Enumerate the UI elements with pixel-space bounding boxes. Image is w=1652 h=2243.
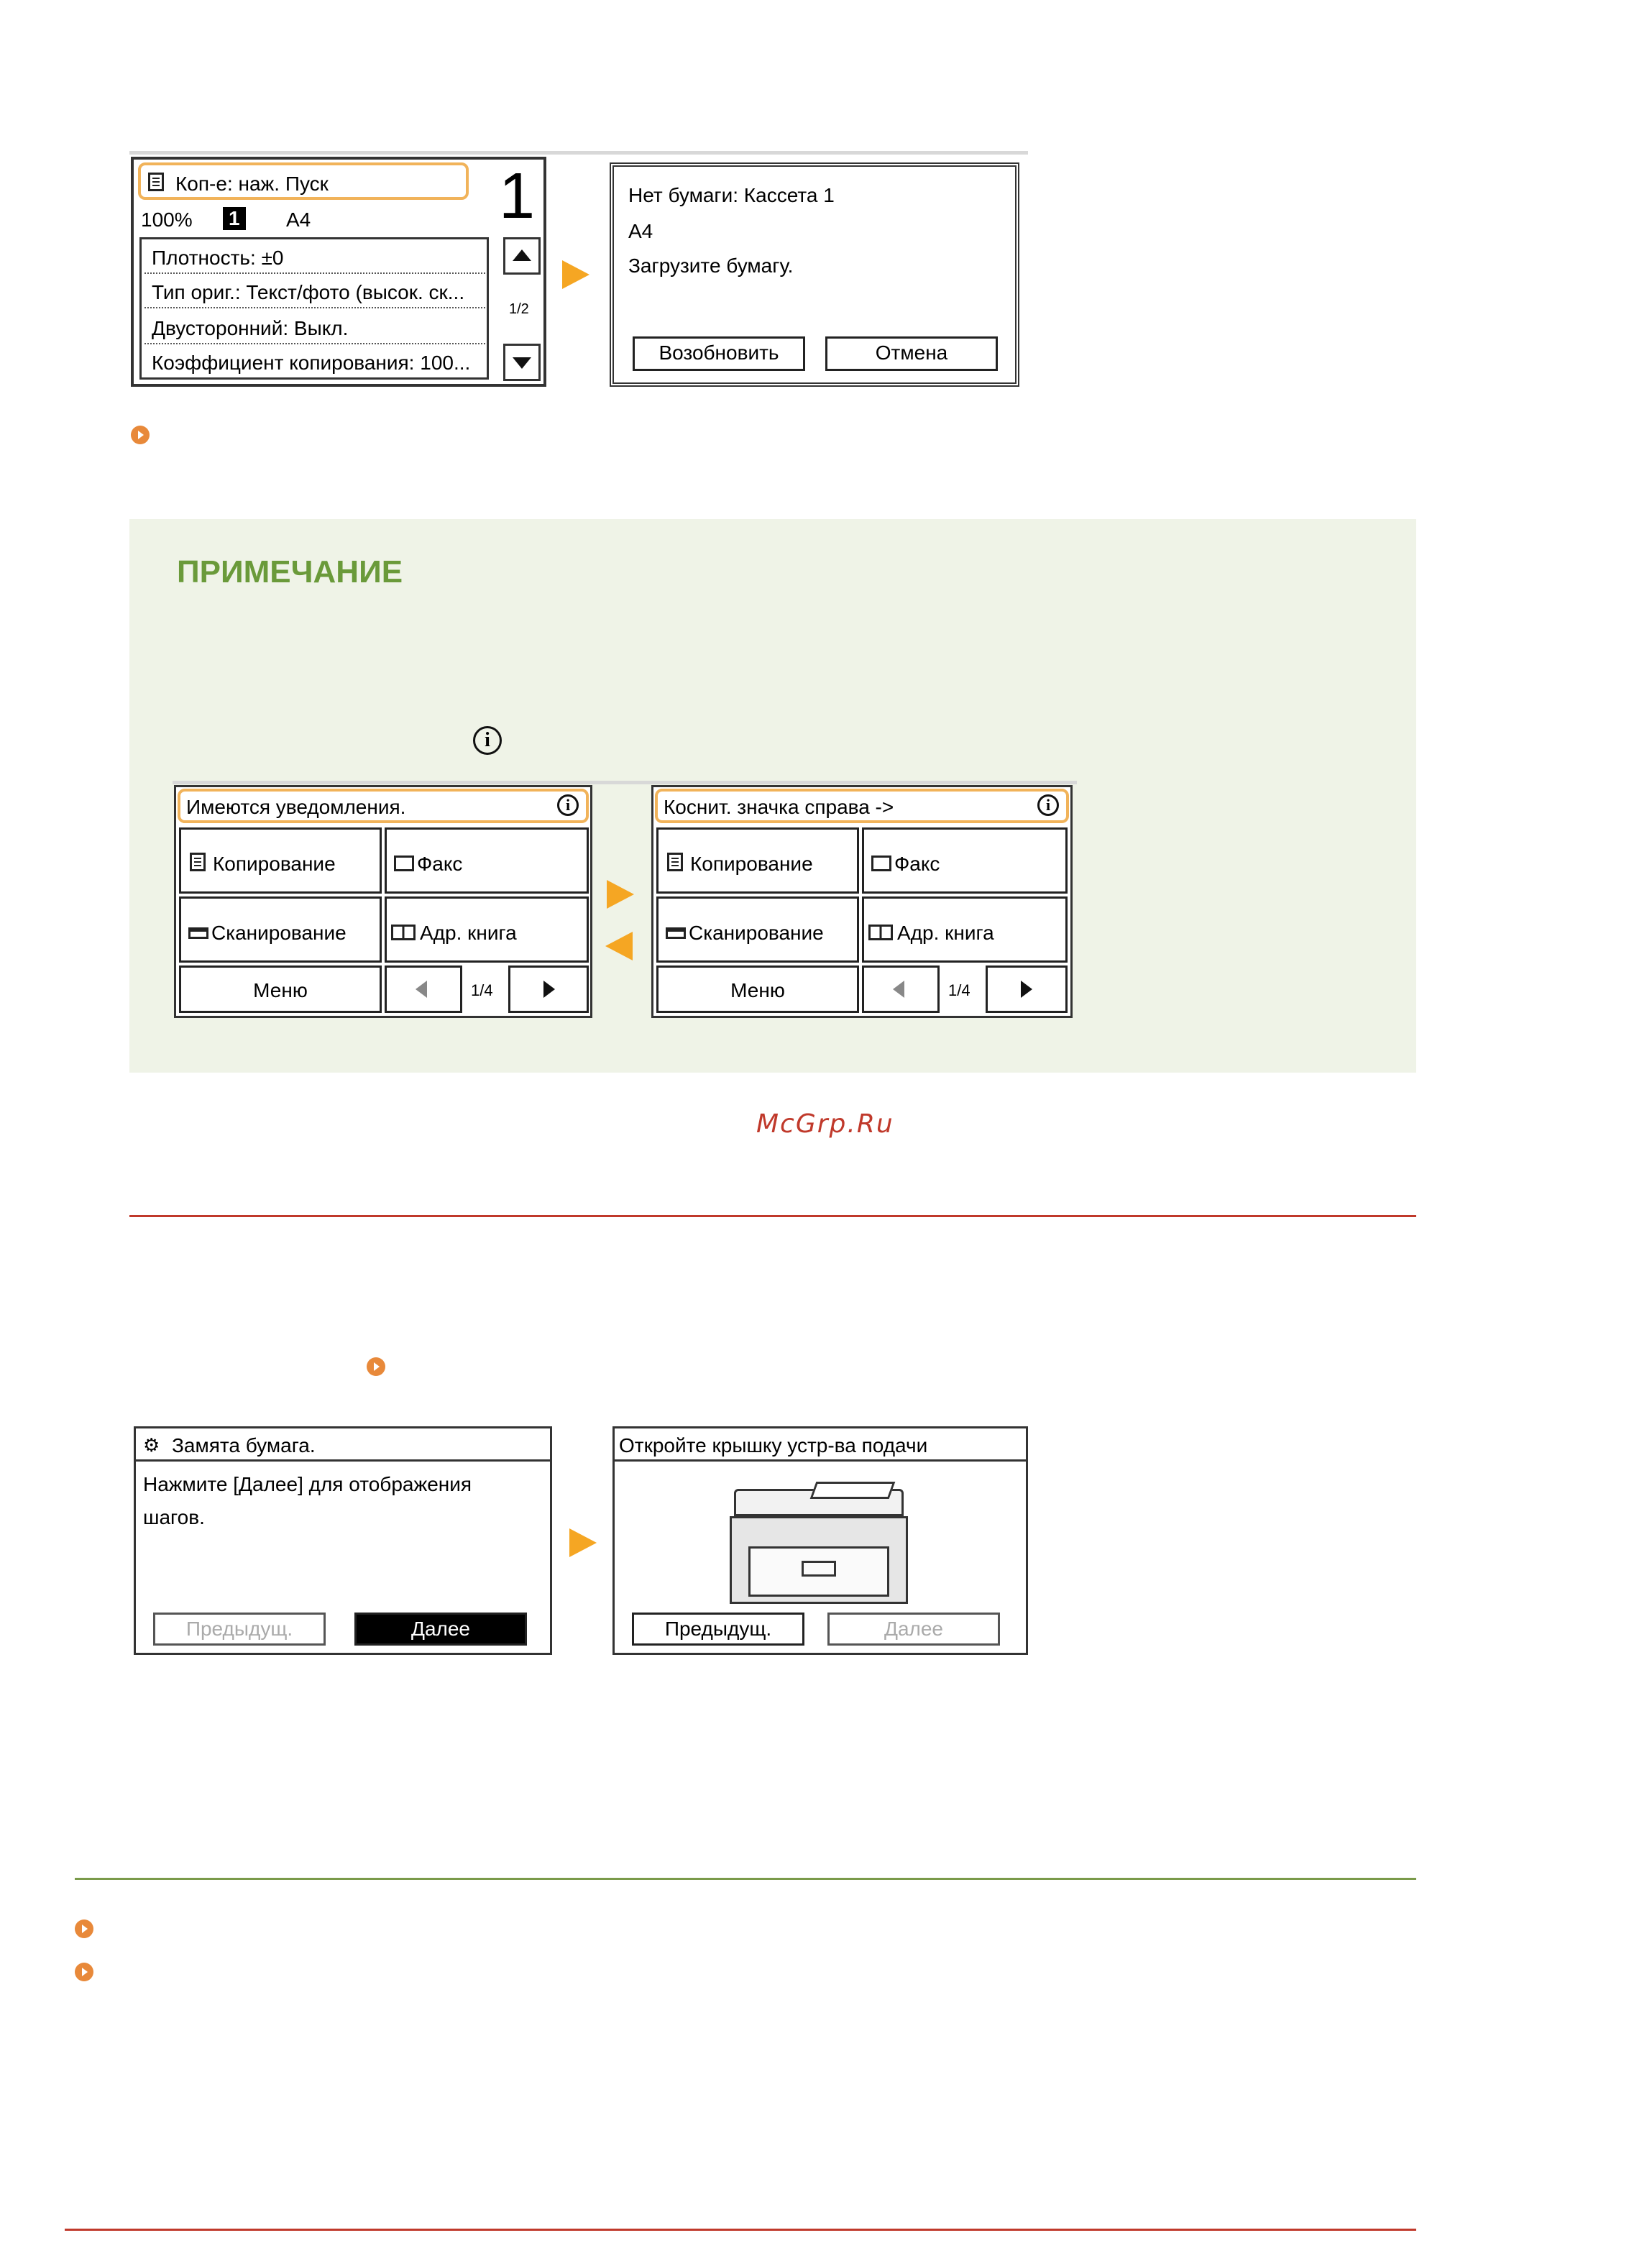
section-divider — [75, 1878, 1416, 1880]
fax-icon — [871, 856, 891, 871]
fax-icon — [394, 856, 414, 871]
page-indicator: 1/4 — [471, 981, 493, 999]
jam-icon: ⚙ — [143, 1434, 160, 1456]
scan-icon — [188, 927, 208, 939]
down-arrow-icon — [513, 357, 531, 369]
scroll-up-button[interactable] — [503, 237, 541, 275]
address-book-icon — [868, 925, 893, 940]
page-indicator: 1/2 — [509, 301, 529, 317]
info-icon[interactable]: i — [1037, 794, 1059, 816]
scan-label: Сканирование — [211, 922, 347, 944]
divider — [144, 307, 485, 308]
fax-label: Факс — [894, 853, 940, 875]
tray-number-badge: 1 — [223, 207, 246, 230]
notification-hint: Коснит. значка справа -> — [664, 796, 894, 818]
no-paper-message: Нет бумаги: Кассета 1 — [628, 184, 835, 206]
tray-handle — [802, 1561, 836, 1577]
info-icon: i — [473, 726, 502, 755]
prev-button[interactable]: Предыдущ. — [632, 1613, 804, 1646]
setting-density[interactable]: Плотность: ±0 — [152, 247, 284, 269]
copy-label: Копирование — [213, 853, 336, 875]
feeder-title: Откройте крышку устр-ва подачи — [619, 1434, 928, 1457]
left-arrow-icon — [416, 981, 427, 998]
scroll-down-button[interactable] — [503, 344, 541, 381]
copy-label: Копирование — [690, 853, 813, 875]
next-arrow-icon — [569, 1528, 597, 1557]
scan-label: Сканирование — [689, 922, 824, 944]
no-paper-screen — [610, 162, 1019, 387]
cancel-button[interactable]: Отмена — [825, 336, 998, 371]
section-divider — [129, 1215, 1416, 1217]
paper-size: A4 — [286, 208, 311, 231]
next-page-button[interactable] — [508, 965, 589, 1013]
load-paper-message: Загрузите бумагу. — [628, 254, 794, 277]
prev-page-button[interactable] — [385, 965, 462, 1013]
screenshot-frame — [173, 781, 1077, 784]
back-arrow-icon — [605, 932, 633, 960]
setting-duplex[interactable]: Двусторонний: Выкл. — [152, 317, 349, 339]
copy-tile[interactable] — [656, 827, 859, 894]
fax-tile[interactable] — [862, 827, 1068, 894]
copy-icon — [148, 173, 164, 191]
paper-size: A4 — [628, 220, 653, 242]
menu-label: Меню — [730, 979, 785, 1001]
link-bullet-icon[interactable] — [367, 1357, 385, 1376]
link-bullet-icon[interactable] — [75, 1963, 93, 1981]
right-arrow-icon — [1021, 981, 1032, 998]
feeder-title-bar — [615, 1428, 1026, 1462]
watermark: McGrp.Ru — [756, 1109, 894, 1139]
page-footer-divider — [65, 2229, 1416, 2231]
menu-label: Меню — [253, 979, 308, 1001]
copy-tile[interactable] — [179, 827, 382, 894]
page-indicator: 1/4 — [948, 981, 970, 999]
notification-message: Имеются уведомления. — [186, 796, 406, 818]
up-arrow-icon — [513, 249, 531, 261]
setting-copy-ratio[interactable]: Коэффициент копирования: 100... — [152, 352, 471, 374]
menu-button[interactable] — [179, 965, 382, 1013]
divider — [144, 272, 485, 274]
next-arrow-icon — [607, 880, 634, 909]
next-page-button[interactable] — [986, 965, 1068, 1013]
right-arrow-icon — [543, 981, 555, 998]
fax-tile[interactable] — [385, 827, 589, 894]
home-screen-left — [174, 785, 592, 1018]
link-bullet-icon[interactable] — [75, 1919, 93, 1938]
copy-screen — [131, 157, 546, 387]
next-button[interactable]: Далее — [354, 1613, 527, 1646]
menu-button[interactable] — [656, 965, 859, 1013]
copy-icon — [190, 853, 206, 871]
settings-list — [139, 237, 489, 380]
screenshot-frame-top — [129, 151, 1028, 155]
address-book-tile[interactable] — [385, 896, 589, 963]
next-button: Далее — [827, 1613, 1000, 1646]
prev-button: Предыдущ. — [153, 1613, 326, 1646]
jam-title: Замята бумага. — [172, 1434, 316, 1457]
resume-button[interactable]: Возобновить — [633, 336, 805, 371]
copy-status: Коп-е: наж. Пуск — [175, 173, 329, 195]
home-screen-right — [651, 785, 1073, 1018]
address-book-icon — [391, 925, 416, 940]
link-bullet-icon[interactable] — [131, 426, 150, 444]
jam-instruction-cont: шагов. — [143, 1506, 205, 1528]
note-box — [129, 519, 1416, 1073]
note-title: ПРИМЕЧАНИЕ — [177, 554, 403, 590]
feeder-screen — [612, 1426, 1028, 1655]
jam-instruction: Нажмите [Далее] для отображения — [143, 1473, 472, 1495]
address-book-label: Адр. книга — [420, 922, 517, 944]
address-book-tile[interactable] — [862, 896, 1068, 963]
copy-count-digit: 1 — [499, 160, 536, 232]
setting-original-type[interactable]: Тип ориг.: Текст/фото (высок. ск... — [152, 281, 465, 303]
address-book-label: Адр. книга — [897, 922, 994, 944]
printer-illustration — [727, 1482, 911, 1604]
fax-label: Факс — [417, 853, 463, 875]
info-icon[interactable]: i — [557, 794, 579, 816]
next-arrow-icon — [562, 260, 589, 289]
prev-page-button[interactable] — [862, 965, 940, 1013]
copy-icon — [667, 853, 683, 871]
left-arrow-icon — [893, 981, 904, 998]
divider — [144, 343, 485, 344]
scan-tile[interactable] — [179, 896, 382, 963]
feeder-paper — [810, 1482, 896, 1499]
scan-tile[interactable] — [656, 896, 859, 963]
scan-icon — [666, 927, 686, 939]
jam-title-bar — [136, 1428, 550, 1462]
paper-jam-screen — [134, 1426, 552, 1655]
zoom-value: 100% — [141, 208, 193, 231]
